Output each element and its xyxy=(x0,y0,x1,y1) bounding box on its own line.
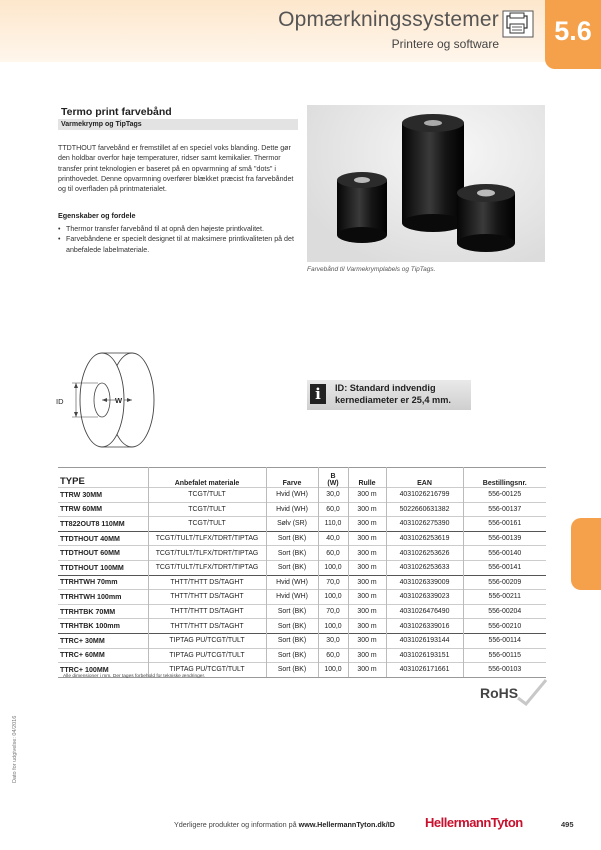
table-row xyxy=(58,590,546,605)
table-row xyxy=(58,502,546,517)
table-row xyxy=(58,648,546,663)
cell-ean: 4031026171661 xyxy=(386,663,463,678)
cell-width: 100,0 xyxy=(318,619,348,634)
cell-width: 100,0 xyxy=(318,590,348,605)
cell-roll: 300 m xyxy=(348,517,386,532)
diagram-label-w: W xyxy=(115,396,123,405)
cell-ean: 4031026339016 xyxy=(386,619,463,634)
cell-ean: 4031026275390 xyxy=(386,517,463,532)
cell-type: TTRW 30MM xyxy=(58,488,148,503)
cell-type: TTRHTBK 70MM xyxy=(58,604,148,619)
table-row xyxy=(58,560,546,575)
cell-material: THTT/THTT DS/TAGHT xyxy=(148,604,266,619)
section-number: 5.6 xyxy=(554,16,592,46)
page-title: Opmærkningssystemer xyxy=(278,8,499,31)
cell-color: Sølv (SR) xyxy=(266,517,318,532)
cell-type: TTDTHOUT 40MM xyxy=(58,531,148,546)
list-item: • Thermor transfer farvebånd til at opnå den højeste printkvalitet. xyxy=(58,224,298,234)
photo-caption: Farvebånd til Varmekrymplabels og TipTags. xyxy=(307,266,436,273)
col-color: Farve xyxy=(266,468,318,488)
cell-width: 70,0 xyxy=(318,575,348,590)
cell-roll: 300 m xyxy=(348,531,386,546)
rohs-logo xyxy=(478,676,548,706)
cell-type: TTRHTBK 100mm xyxy=(58,619,148,634)
cell-material: THTT/THTT DS/TAGHT xyxy=(148,590,266,605)
publication-date: Dato for udgivelse: 04/2016 xyxy=(12,715,18,783)
cell-roll: 300 m xyxy=(348,590,386,605)
cell-type: TTRHTWH 70mm xyxy=(58,575,148,590)
table-row xyxy=(58,575,546,590)
cell-order: 556-00209 xyxy=(463,575,546,590)
info-icon: i xyxy=(310,384,326,404)
properties-list xyxy=(58,224,298,255)
cell-material: TIPTAG PU/TCGT/TULT xyxy=(148,633,266,648)
cell-width: 30,0 xyxy=(318,633,348,648)
col-material: Anbefalet materiale xyxy=(148,468,266,488)
cell-color: Sort (BK) xyxy=(266,648,318,663)
rohs-text: RoHS xyxy=(480,685,519,701)
cell-order: 556-00125 xyxy=(463,488,546,503)
cell-color: Sort (BK) xyxy=(266,633,318,648)
cell-ean: 4031026253633 xyxy=(386,560,463,575)
cell-material: TCGT/TULT/TLFX/TDRT/TIPTAG xyxy=(148,560,266,575)
footer-text xyxy=(174,820,395,829)
cell-color: Sort (BK) xyxy=(266,560,318,575)
cell-type: TTDTHOUT 100MM xyxy=(58,560,148,575)
cell-width: 70,0 xyxy=(318,604,348,619)
table-header-row xyxy=(58,468,546,488)
cell-width: 100,0 xyxy=(318,560,348,575)
cell-material: THTT/THTT DS/TAGHT xyxy=(148,619,266,634)
cell-color: Sort (BK) xyxy=(266,546,318,561)
side-tab-marker xyxy=(571,518,601,590)
cell-material: TIPTAG PU/TCGT/TULT xyxy=(148,648,266,663)
table-row xyxy=(58,488,546,503)
cell-order: 556-00137 xyxy=(463,502,546,517)
cell-type: TT822OUT8 110MM xyxy=(58,517,148,532)
cell-color: Hvid (WH) xyxy=(266,488,318,503)
cell-type: TTRC+ 30MM xyxy=(58,633,148,648)
roll-dimension-diagram xyxy=(52,345,212,455)
cell-color: Hvid (WH) xyxy=(266,575,318,590)
cell-width: 40,0 xyxy=(318,531,348,546)
cell-roll: 300 m xyxy=(348,663,386,678)
cell-order: 556-00140 xyxy=(463,546,546,561)
section-title: Termo print farvebånd xyxy=(61,106,172,118)
cell-ean: 4031026253619 xyxy=(386,531,463,546)
cell-color: Sort (BK) xyxy=(266,663,318,678)
table-row xyxy=(58,517,546,532)
cell-width: 60,0 xyxy=(318,546,348,561)
printer-icon xyxy=(502,10,534,38)
cell-order: 556-00139 xyxy=(463,531,546,546)
cell-material: TIPTAG PU/TCGT/TULT xyxy=(148,663,266,678)
cell-ean: 4031026193151 xyxy=(386,648,463,663)
product-photo xyxy=(307,105,545,262)
cell-order: 556-00161 xyxy=(463,517,546,532)
list-item: • Farvebåndene er specielt designet til at maksimere printkvaliteten på det anbefalede labelmateriale. xyxy=(58,234,298,255)
cell-roll: 300 m xyxy=(348,546,386,561)
cell-roll: 300 m xyxy=(348,502,386,517)
cell-width: 110,0 xyxy=(318,517,348,532)
product-table xyxy=(58,467,546,678)
col-ean: EAN xyxy=(386,468,463,488)
table-row xyxy=(58,531,546,546)
page-number: 495 xyxy=(561,820,574,829)
col-width xyxy=(318,468,348,488)
cell-ean: 4031026339009 xyxy=(386,575,463,590)
cell-material: TCGT/TULT xyxy=(148,517,266,532)
cell-roll: 300 m xyxy=(348,604,386,619)
col-type: TYPE xyxy=(60,476,85,487)
diagram-label-id: ID xyxy=(56,397,64,406)
cell-type: TTRC+ 100MM xyxy=(58,663,148,678)
cell-type: TTRC+ 60MM xyxy=(58,648,148,663)
cell-roll: 300 m xyxy=(348,488,386,503)
table-row xyxy=(58,619,546,634)
col-roll: Rulle xyxy=(348,468,386,488)
properties-heading: Egenskaber og fordele xyxy=(58,211,136,220)
cell-order: 556-00211 xyxy=(463,590,546,605)
cell-order: 556-00141 xyxy=(463,560,546,575)
cell-width: 30,0 xyxy=(318,488,348,503)
cell-roll: 300 m xyxy=(348,560,386,575)
cell-material: TCGT/TULT/TLFX/TDRT/TIPTAG xyxy=(148,546,266,561)
cell-width: 60,0 xyxy=(318,648,348,663)
info-text: ID: Standard indvendig kernediameter er 25,4 mm. xyxy=(335,383,451,405)
cell-type: TTRW 60MM xyxy=(58,502,148,517)
footer-label: Yderligere produkter og information på xyxy=(174,820,297,829)
cell-color: Sort (BK) xyxy=(266,604,318,619)
col-order: Bestillingsnr. xyxy=(463,468,546,488)
cell-order: 556-00103 xyxy=(463,663,546,678)
cell-roll: 300 m xyxy=(348,619,386,634)
cell-type: TTDTHOUT 60MM xyxy=(58,546,148,561)
table-row xyxy=(58,633,546,648)
col-width-unit: (W) xyxy=(327,480,339,487)
cell-order: 556-00210 xyxy=(463,619,546,634)
description-text: TTDTHOUT farvebånd er fremstillet af en speciel voks blanding. Dette gør den holdbar overfor høje temperaturer, ridser samt kemikalier. Thermor transfer print teknologien er baseret på en opvarmning af små "dots" i printhovedet. Denne opvarmning overfører blækket præcist fra farvebåndet og til overfladen på printmaterialet. xyxy=(58,144,294,194)
cell-width: 60,0 xyxy=(318,502,348,517)
cell-color: Sort (BK) xyxy=(266,531,318,546)
cell-roll: 300 m xyxy=(348,633,386,648)
cell-ean: 4031026193144 xyxy=(386,633,463,648)
section-subtitle: Varmekrymp og TipTags xyxy=(58,119,298,130)
table-footnote: Alle dimensioner i mm. Der tages forbehold for tekniske ændringer. xyxy=(63,674,206,679)
cell-color: Sort (BK) xyxy=(266,619,318,634)
cell-roll: 300 m xyxy=(348,648,386,663)
cell-ean: 5022660631382 xyxy=(386,502,463,517)
cell-order: 556-00204 xyxy=(463,604,546,619)
cell-material: TCGT/TULT xyxy=(148,502,266,517)
cell-ean: 4031026476490 xyxy=(386,604,463,619)
cell-color: Hvid (WH) xyxy=(266,590,318,605)
cell-material: THTT/THTT DS/TAGHT xyxy=(148,575,266,590)
cell-roll: 300 m xyxy=(348,575,386,590)
table-row xyxy=(58,546,546,561)
page-subtitle: Printere og software xyxy=(391,37,499,51)
cell-ean: 4031026253626 xyxy=(386,546,463,561)
brand-logo: HellermannTyton xyxy=(425,815,523,830)
cell-type: TTRHTWH 100mm xyxy=(58,590,148,605)
cell-ean: 4031026216799 xyxy=(386,488,463,503)
cell-order: 556-00115 xyxy=(463,648,546,663)
table-row xyxy=(58,604,546,619)
cell-color: Hvid (WH) xyxy=(266,502,318,517)
cell-ean: 4031026339023 xyxy=(386,590,463,605)
col-width-label: B xyxy=(330,473,336,480)
cell-material: TCGT/TULT/TLFX/TDRT/TIPTAG xyxy=(148,531,266,546)
cell-order: 556-00114 xyxy=(463,633,546,648)
footer-link[interactable]: www.HellermannTyton.dk/ID xyxy=(298,820,395,829)
cell-width: 100,0 xyxy=(318,663,348,678)
cell-material: TCGT/TULT xyxy=(148,488,266,503)
